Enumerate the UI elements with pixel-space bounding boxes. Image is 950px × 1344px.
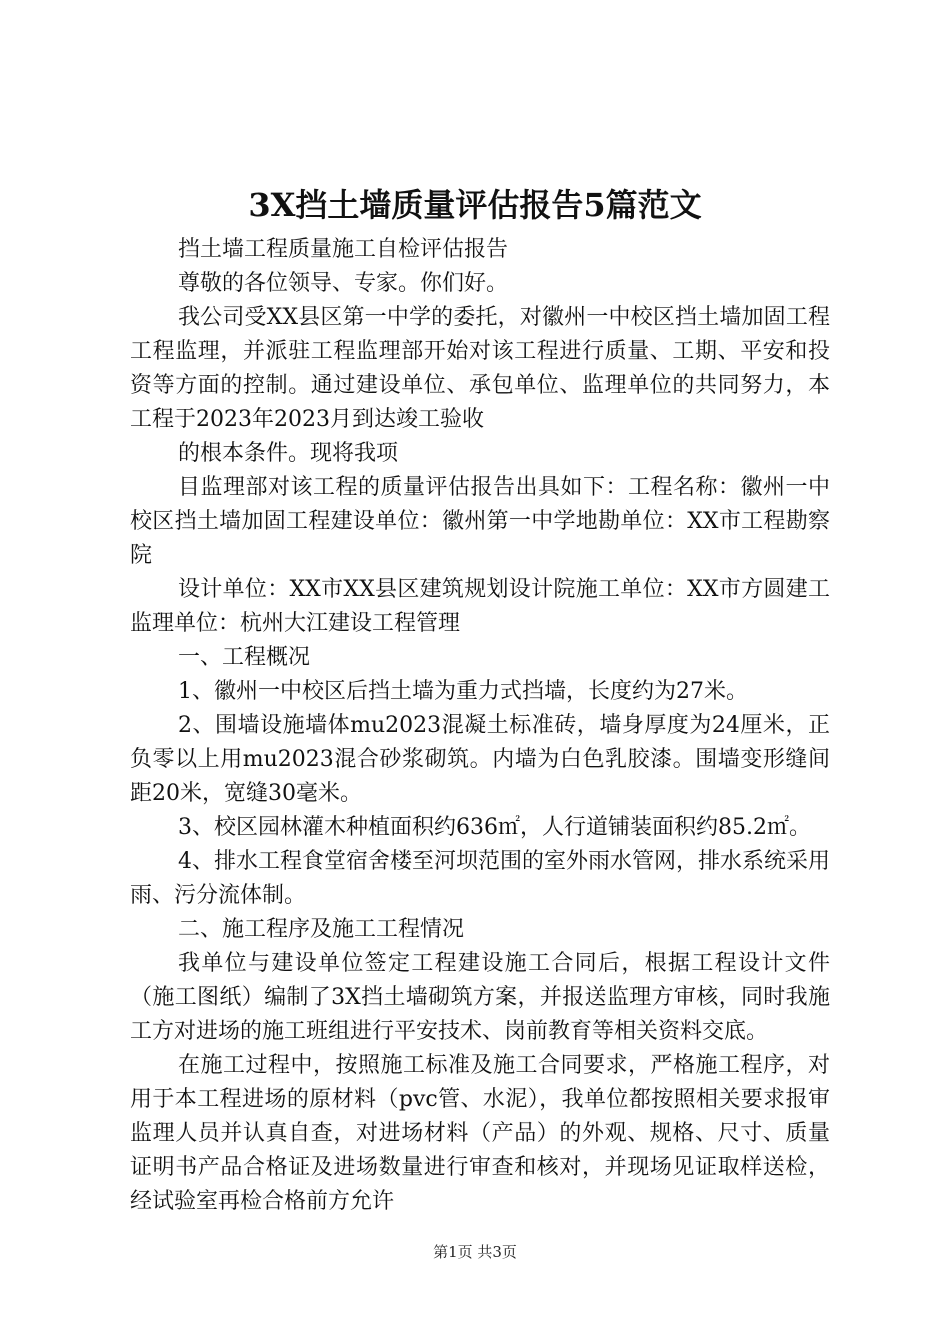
section-heading-overview: 一、工程概况: [178, 645, 311, 670]
paragraph-greeting: 尊敬的各位领导、专家。你们好。: [178, 271, 509, 296]
paragraph-intro: 我公司受XX县区第一中学的委托，对徽州一中校区挡土墙加固工程工程监理，并派驻工程监理部开始对该工程进行质量、工期、平安和投资等方面的控制。通过建设单位、承包单位、监理单位的共同努力，本工程于2023年2023月到达竣工验收: [130, 305, 830, 432]
section-heading-procedure: 二、施工程序及施工工程情况: [178, 917, 465, 942]
paragraph-item-2: 2、围墙设施墙体mu2023混凝土标准砖，墙身厚度为24厘米，正负零以上用mu2023混合砂浆砌筑。内墙为白色乳胶漆。围墙变形缝间距20米，宽缝30毫米。: [130, 713, 830, 806]
paragraph-item-4: 4、排水工程食堂宿舍楼至河坝范围的室外雨水管网，排水系统采用雨、污分流体制。: [130, 849, 830, 908]
paragraph-procedure-2: 在施工过程中，按照施工标准及施工合同要求，严格施工程序，对用于本工程进场的原材料（pvc管、水泥），我单位都按照相关要求报审监理人员并认真自查，对进场材料（产品）的外观、规格、尺寸、质量证明书产品合格证及进场数量进行审查和核对，并现场见证取样送检，经试验室再检合格前方允许: [130, 1053, 830, 1214]
document-body: [130, 233, 830, 1219]
paragraph-item-1: 1、徽州一中校区后挡土墙为重力式挡墙，长度约为27米。: [178, 679, 748, 704]
paragraph-item-3: 3、校区园林灌木种植面积约636㎡，人行道铺装面积约85.2㎡。: [178, 815, 811, 840]
paragraph-procedure-1: 我单位与建设单位签定工程建设施工合同后，根据工程设计文件（施工图纸）编制了3X挡土墙砌筑方案，并报送监理方审核，同时我施工方对进场的施工班组进行平安技术、岗前教育等相关资料交底。: [130, 951, 830, 1044]
paragraph-intro-cont: 的根本条件。现将我项: [178, 441, 399, 466]
paragraph-subtitle: 挡土墙工程质量施工自检评估报告: [178, 237, 509, 262]
paragraph-project-info: 目监理部对该工程的质量评估报告出具如下：工程名称：徽州一中校区挡土墙加固工程建设单位：徽州第一中学地勘单位：XX市工程勘察院: [130, 475, 830, 568]
paragraph-design-unit: 设计单位：XX市XX县区建筑规划设计院施工单位：XX市方圆建工监理单位：杭州大江建设工程管理: [130, 577, 830, 636]
page-number-footer: 第1页 共3页: [433, 1243, 517, 1261]
document-title: 3X挡土墙质量评估报告5篇范文: [248, 186, 702, 224]
